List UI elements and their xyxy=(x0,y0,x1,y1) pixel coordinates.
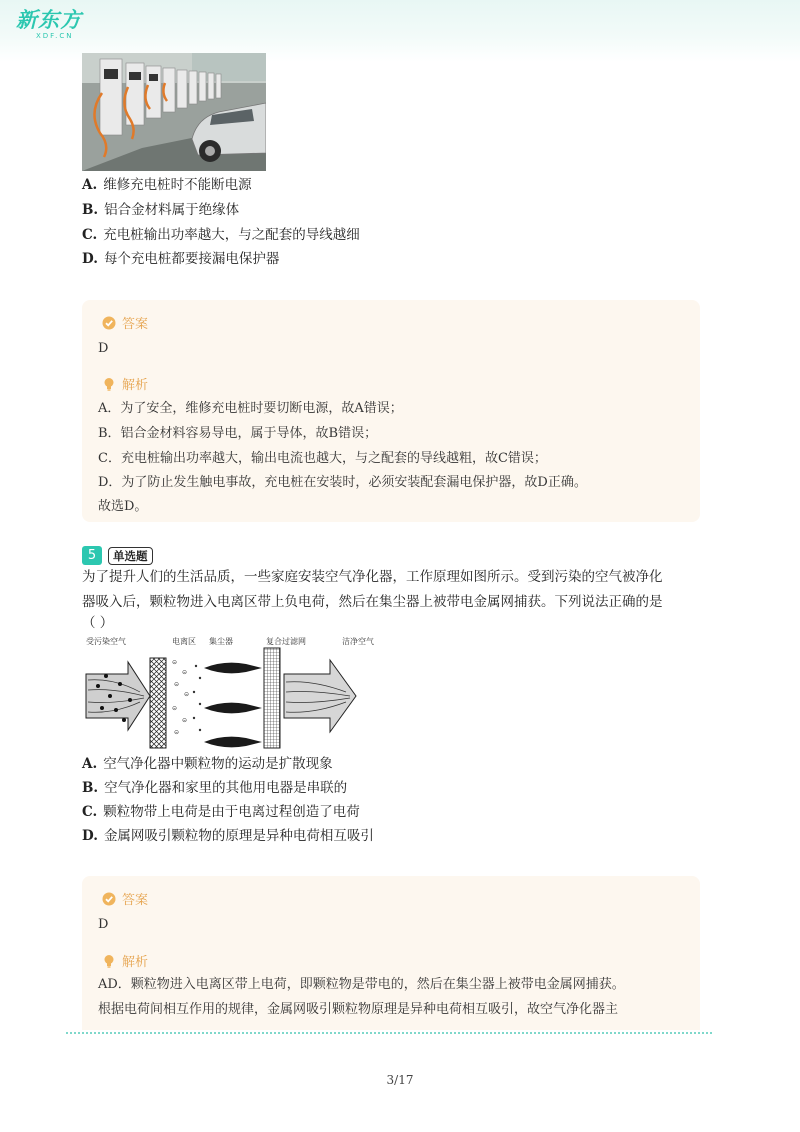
diagram-label-collector: 集尘器 xyxy=(209,637,233,646)
analysis-line: D．为了防止发生触电事故，充电桩在安装时，必须安装配套漏电保护器，故D正确。 xyxy=(98,475,587,490)
option-text: 金属网吸引颗粒物的原理是异种电荷相互吸引 xyxy=(103,828,374,844)
question-header xyxy=(82,546,153,565)
answer-card xyxy=(82,300,700,522)
analysis-line: 根据电荷间相互作用的规律，金属网吸引颗粒物原理是异种电荷相互吸引，故空气净化器主 xyxy=(98,1002,619,1017)
svg-text:⊝: ⊝ xyxy=(174,729,180,736)
svg-text:⊝: ⊝ xyxy=(174,681,180,688)
svg-text:⊝: ⊝ xyxy=(172,705,178,712)
option-text: 空气净化器中颗粒物的运动是扩散现象 xyxy=(103,756,333,772)
brand-logo[interactable] xyxy=(16,8,82,40)
svg-text:⊝: ⊝ xyxy=(172,659,178,666)
option-b[interactable] xyxy=(82,201,239,219)
lightbulb-icon xyxy=(102,377,116,391)
option-key: C. xyxy=(82,227,98,243)
analysis-line: AD．颗粒物进入电离区带上电荷，即颗粒物是带电的，然后在集尘器上被带电金属网捕获。 xyxy=(98,977,625,992)
option-text: 维修充电桩时不能断电源 xyxy=(103,177,252,193)
analysis-label: 解析 xyxy=(122,955,149,970)
logo-text: 新东方 xyxy=(16,8,82,32)
answer-label: 答案 xyxy=(122,893,149,908)
option-d[interactable] xyxy=(82,827,374,845)
option-key: D. xyxy=(82,251,98,267)
option-d[interactable] xyxy=(82,250,279,268)
option-key: D. xyxy=(82,828,98,844)
question-stem-bracket: （ ） xyxy=(82,615,114,631)
diagram-label-polluted: 受污染空气 xyxy=(86,637,126,646)
diagram-label-ionization: 电离区 xyxy=(172,637,196,646)
analysis-line: A．为了安全，维修充电桩时要切断电源，故A错误； xyxy=(98,401,403,416)
svg-text:⊝: ⊝ xyxy=(182,669,188,676)
option-text: 颗粒物带上电荷是由于电离过程创造了电荷 xyxy=(103,804,360,820)
question-stem-line: 为了提升人们的生活品质，一些家庭安装空气净化器，工作原理如图所示。受到污染的空气被净化 xyxy=(82,569,663,585)
check-badge-icon xyxy=(102,316,116,330)
option-b[interactable] xyxy=(82,779,347,797)
option-text: 铝合金材料属于绝缘体 xyxy=(104,202,240,218)
analysis-line: B．铝合金材料容易导电，属于导体，故B错误； xyxy=(98,426,378,441)
lightbulb-icon xyxy=(102,954,116,968)
charging-station-photo xyxy=(82,53,266,171)
air-purifier-diagram xyxy=(84,634,384,752)
option-a[interactable] xyxy=(82,755,333,773)
diagram-label-filter: 复合过滤网 xyxy=(266,637,306,646)
question-stem-line: 器吸入后，颗粒物进入电离区带上负电荷，然后在集尘器上被带电金属网捕获。下列说法正确的是 xyxy=(82,594,663,610)
answer-value: D xyxy=(98,917,109,932)
analysis-heading xyxy=(102,374,148,393)
option-a[interactable] xyxy=(82,176,252,194)
page-number: 3/17 xyxy=(386,1073,414,1087)
option-key: A. xyxy=(82,756,98,772)
question-number: 5 xyxy=(82,546,102,565)
check-badge-icon xyxy=(102,892,116,906)
logo-subtext: XDF.CN xyxy=(36,32,74,40)
option-key: B. xyxy=(82,780,99,796)
page-break-divider xyxy=(66,1032,712,1034)
question-type-badge: 单选题 xyxy=(108,547,153,565)
answer-label: 答案 xyxy=(122,317,149,332)
svg-text:⊝: ⊝ xyxy=(182,717,188,724)
answer-card xyxy=(82,876,700,1030)
analysis-heading xyxy=(102,951,148,970)
option-text: 充电桩输出功率越大，与之配套的导线越细 xyxy=(103,227,360,243)
option-text: 空气净化器和家里的其他用电器是串联的 xyxy=(104,780,348,796)
svg-text:⊝: ⊝ xyxy=(184,691,190,698)
diagram-label-clean: 洁净空气 xyxy=(342,637,374,646)
option-c[interactable] xyxy=(82,226,360,244)
answer-heading xyxy=(102,889,148,908)
option-key: B. xyxy=(82,202,99,218)
option-key: C. xyxy=(82,804,98,820)
option-text: 每个充电桩都要接漏电保护器 xyxy=(103,251,280,267)
analysis-label: 解析 xyxy=(122,378,149,393)
answer-value: D xyxy=(98,341,109,356)
option-c[interactable] xyxy=(82,803,360,821)
answer-heading xyxy=(102,313,148,332)
option-key: A. xyxy=(82,177,98,193)
analysis-line: 故选D。 xyxy=(98,499,148,514)
analysis-line: C．充电桩输出功率越大，输出电流也越大，与之配套的导线越粗，故C错误； xyxy=(98,451,547,466)
